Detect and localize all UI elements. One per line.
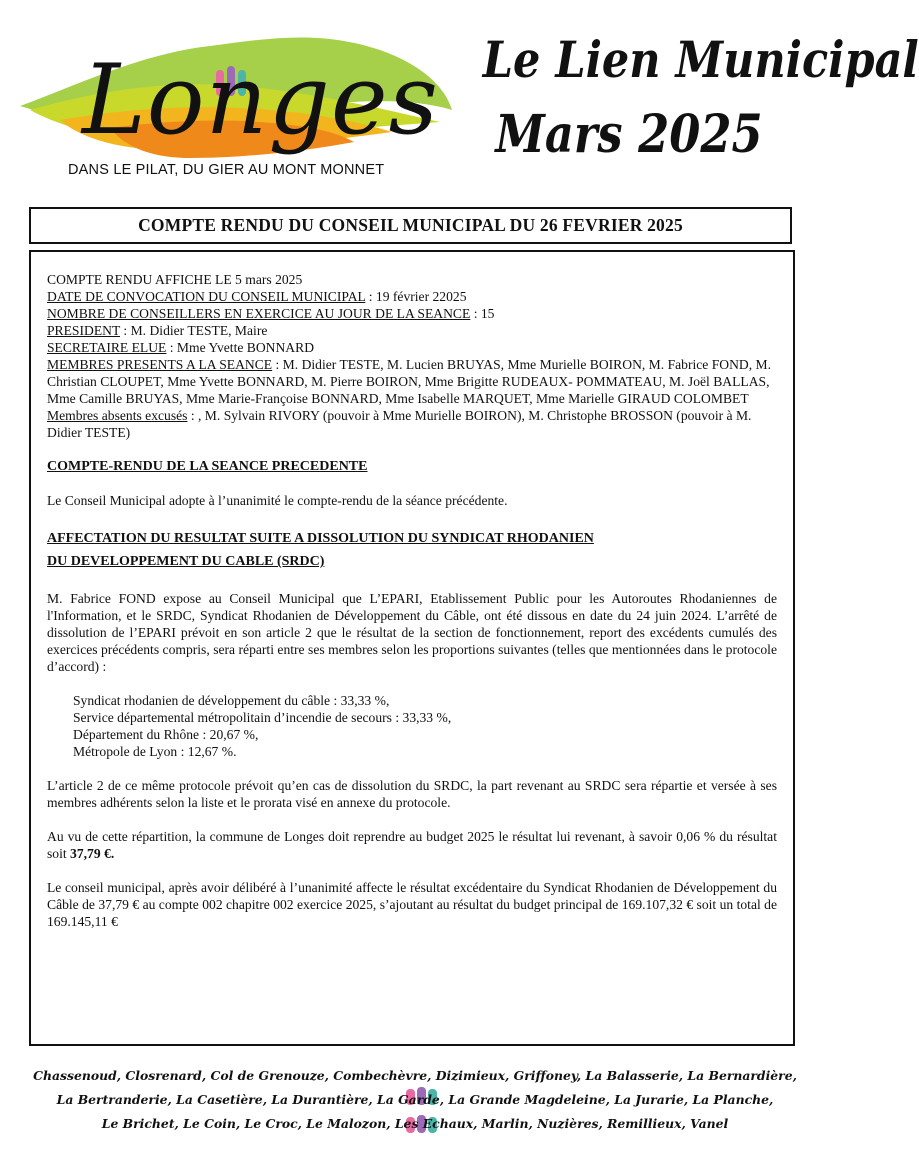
section1-text: Le Conseil Municipal adopte à l’unanimité le compte-rendu de la séance précédente. [47,493,508,508]
longes-logo [20,24,460,194]
masthead [459,28,919,170]
president-line [47,322,777,339]
presents-label: MEMBRES PRESENTS A LA SEANCE [47,357,273,372]
masthead-title: Le Lien Municipal [482,30,919,89]
list-item: Métropole de Lyon : 12,67 %. [73,744,237,759]
section1-title: COMPTE-RENDU DE LA SEANCE PRECEDENTE [47,459,368,474]
convocation-label: DATE DE CONVOCATION DU CONSEIL MUNICIPAL [47,289,366,304]
list-item: Service départemental métropolitain d’incendie de secours : 33,33 %, [73,710,452,725]
section2-para3 [47,828,777,862]
convocation-value: : 19 février 22025 [365,289,467,304]
nombre-line [47,305,777,322]
section2-title-line1: AFFECTATION DU RESULTAT SUITE A DISSOLUTION DU SYNDICAT RHODANIEN [47,531,594,546]
presents-value: : M. Didier TESTE, M. Lucien BRUYAS, Mme Murielle BOIRON, M. Fabrice FOND, M. Christian CLOUPET, Mme Yvette BONNARD, M. Pierre BOIRON, Mme Brigitte RUDEAUX- POMMATEAU, M. Joël BALLAS, Mme Camille BRUYAS, Mme Marie-Françoise BONNARD, Mme Isabelle MARQUET, Mme Marielle GIRAUD COLOMBET [47,357,772,406]
section2-para4: Le conseil municipal, après avoir délibéré à l’unanimité affecte le résultat excédentaire du Syndicat Rhodanien de Développement du Câble de 37,79 € au compte 002 chapitre 002 exercice 2025, s’ajoutant au résultat du budget principal de 169.107,32 € soit un total de 169.145,11 € [47,880,777,929]
section2-para1: M. Fabrice FOND expose au Conseil Municipal que L’EPARI, Etablissement Public pour les Autoroutes Rhodaniennes de l'Information, et le SRDC, Syndicat Rhodanien de Développement du Câble, ont été dissous en date du 24 juin 2024. L’arrêté de dissolution de l’EPARI prévoit en son article 2 que le résultat de la section de fonctionnement, report des excédents cumulés des exercices précédents compris, sera réparti entre ses membres selon les proportions suivantes (telles que mentionnées dans le protocole d’accord) : [47,591,777,674]
para3-text: Au vu de cette répartition, la commune de Longes doit reprendre au budget 2025 le résultat lui revenant, à savoir 0,06 % du résultat soit [47,829,777,861]
absents-line [47,407,777,441]
absents-value: : , M. Sylvain RIVORY (pouvoir à Mme Murielle BOIRON), M. Christophe BROSSON (pouvoir à M. Didier TESTE) [47,408,752,440]
footer-line: Le Brichet, Le Coin, Le Croc, Le Malozon, Les Echaux, Marlin, Nuzières, Remillieux, Vanel [101,1116,729,1131]
logo-word: Longes [82,44,439,156]
title-box [29,207,792,244]
secretaire-line [47,339,777,356]
nombre-label: NOMBRE DE CONSEILLERS EN EXERCICE AU JOUR DE LA SEANCE [47,306,471,321]
president-value: : M. Didier TESTE, Maire [120,323,268,338]
convocation-line [47,288,777,305]
presents-line [47,356,777,407]
nombre-value: : 15 [470,306,495,321]
masthead-date: Mars 2025 [495,104,763,165]
section2-para2: L’article 2 de ce même protocole prévoit qu’en cas de dissolution du SRDC, la part revenant au SRDC sera répartie et versée à ses membres adhérents selon la liste et le prorata visé en annexe du protocole. [47,778,777,810]
amount-bold: 37,79 €. [70,846,115,861]
hamlets-footer [30,1064,800,1136]
logo-tagline: DANS LE PILAT, DU GIER AU MONT MONNET [68,162,385,178]
list-item: Syndicat rhodanien de développement du câble : 33,33 %, [73,693,390,708]
distribution-list [73,692,777,760]
affiche-line: COMPTE RENDU AFFICHE LE 5 mars 2025 [47,272,303,287]
secretaire-label: SECRETAIRE ELUE [47,340,167,355]
section2-title-line2: DU DEVELOPPEMENT DU CABLE (SRDC) [47,554,325,569]
absents-label: Membres absents excusés [47,408,188,423]
page-title: COMPTE RENDU DU CONSEIL MUNICIPAL DU 26 FEVRIER 2025 [138,215,683,235]
president-label: PRESIDENT [47,323,121,338]
report-content [47,271,777,930]
footer-line: Chassenoud, Closrenard, Col de Grenouze, Combechèvre, Dizimieux, Griffoney, La Balasserie, La Bernardière, [33,1068,797,1083]
footer-line: La Bertranderie, La Casetière, La Durantière, La Garde, La Grande Magdeleine, La Jurarie, La Planche, [56,1092,774,1107]
list-item: Département du Rhône : 20,67 %, [73,727,259,742]
secretaire-value: : Mme Yvette BONNARD [166,340,315,355]
